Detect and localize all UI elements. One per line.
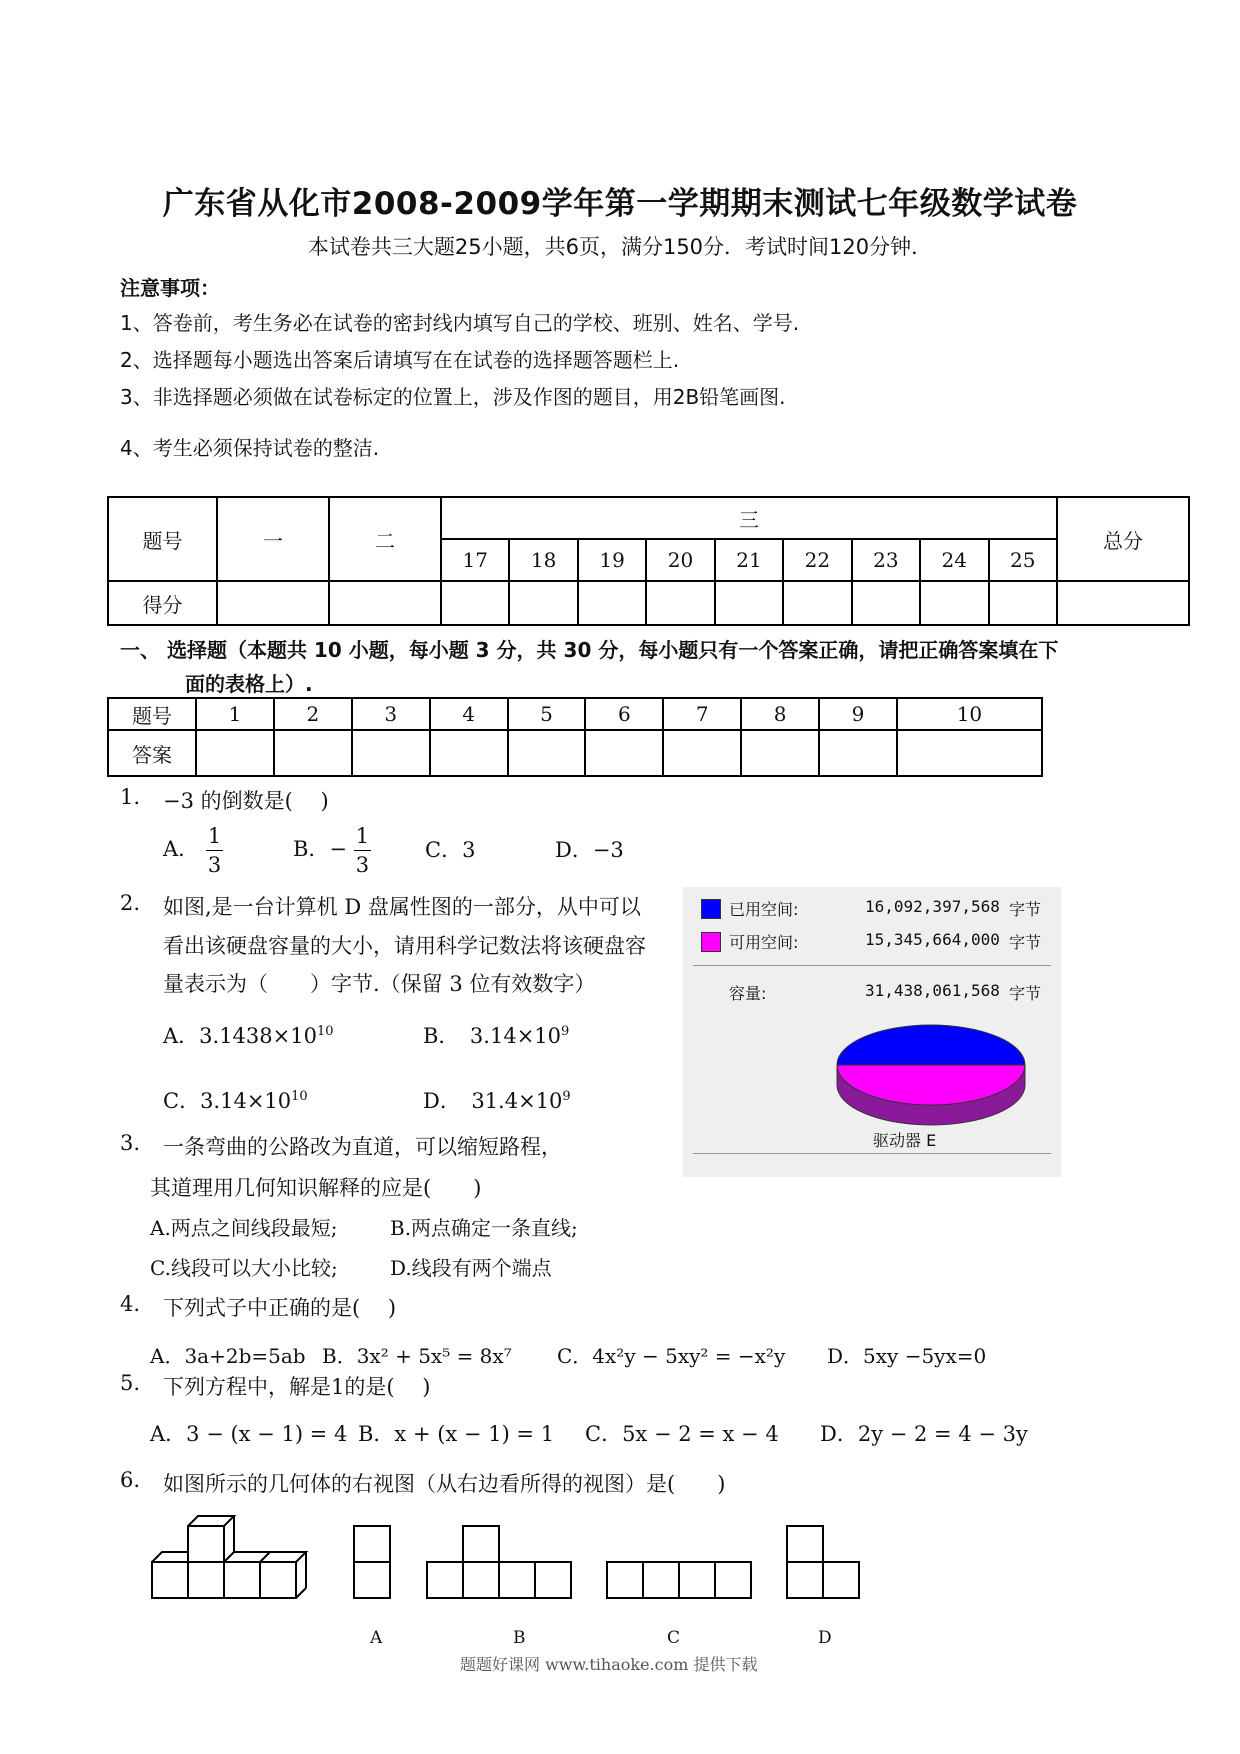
score-cell[interactable]: [989, 581, 1058, 625]
score-sub-24: 24: [920, 539, 988, 581]
disk-used-value: 16,092,397,568: [865, 897, 1000, 916]
q4-number: 4.: [120, 1292, 141, 1316]
score-header-tihao: 题号: [108, 497, 217, 581]
answer-cell[interactable]: [508, 730, 586, 776]
answer-cell[interactable]: [430, 730, 508, 776]
q3-number: 3.: [120, 1131, 141, 1155]
disk-used-label: 已用空间:: [729, 900, 799, 919]
answer-num: 1: [196, 698, 274, 730]
q3-option-c: C.线段可以大小比较;: [150, 1256, 338, 1280]
q4-option-d: D．5xy −5yx=0: [827, 1344, 987, 1368]
q1-b-numerator: 1: [354, 822, 371, 851]
note-item: 1、答卷前，考生务必在试卷的密封线内填写自己的学校、班别、姓名、学号.: [120, 311, 800, 335]
q2-c-base: C．3.14×10: [163, 1089, 292, 1113]
q2-option-c: [163, 1085, 308, 1115]
q2-c-exp: 10: [291, 1089, 308, 1104]
answer-num: 8: [741, 698, 819, 730]
solid-figure: [152, 1516, 306, 1598]
q6-stem: 如图所示的几何体的右视图（从右边看所得的视图）是( ): [163, 1472, 726, 1496]
q5-option-a: A．3 − (x − 1) = 4: [150, 1422, 348, 1446]
option-a-view: [354, 1526, 390, 1598]
score-cell[interactable]: [852, 581, 920, 625]
q3-option-a: A.两点之间线段最短;: [150, 1216, 338, 1240]
score-cell[interactable]: [509, 581, 577, 625]
notes-heading: 注意事项：: [120, 276, 220, 300]
disk-divider: [693, 965, 1051, 966]
answer-cell[interactable]: [819, 730, 897, 776]
section1-heading: [120, 633, 1140, 701]
answer-cell[interactable]: [274, 730, 352, 776]
answer-cell[interactable]: [741, 730, 819, 776]
q6-label-a: A: [370, 1628, 383, 1648]
answer-cell[interactable]: [196, 730, 274, 776]
score-sub-23: 23: [852, 539, 920, 581]
q1-option-b-label: B．−: [293, 837, 348, 861]
score-sub-21: 21: [715, 539, 783, 581]
score-cell[interactable]: [783, 581, 851, 625]
answer-num: 9: [819, 698, 897, 730]
disk-used-unit: 字节: [1009, 900, 1042, 919]
q1-option-b-fraction: [354, 822, 371, 879]
q1-option-b: [293, 822, 371, 879]
q1-a-denominator: 3: [207, 853, 222, 877]
score-cell[interactable]: [1057, 581, 1189, 625]
q1-option-d: D．−3: [555, 838, 624, 862]
q1-option-a-fraction: [206, 822, 223, 879]
q4-option-c: C．4x²y − 5xy² = −x²y: [557, 1344, 786, 1368]
q2-stem-line3: 量表示为（ ）字节.（保留 3 位有效数字）: [163, 972, 596, 996]
score-header-part3: 三: [441, 497, 1057, 539]
score-cell[interactable]: [329, 581, 441, 625]
q5-number: 5.: [120, 1371, 141, 1395]
q1-a-numerator: 1: [206, 822, 223, 851]
page-footer: 题题好课网 www.tihaoke.com 提供下载: [460, 1655, 758, 1674]
answer-cell[interactable]: [585, 730, 663, 776]
q5-stem: 下列方程中，解是1的是( ): [163, 1375, 431, 1399]
q1-option-a-label: A．: [163, 837, 200, 861]
answer-cell[interactable]: [352, 730, 430, 776]
note-item: 4、考生必须保持试卷的整洁.: [120, 436, 380, 460]
section1-heading-line1: 一、 选择题（本题共 10 小题，每小题 3 分，共 30 分，每小题只有一个答案正确，请把正确答案填在下: [120, 638, 1059, 662]
score-sub-19: 19: [578, 539, 646, 581]
free-color-swatch: [701, 932, 721, 952]
answer-num: 5: [508, 698, 586, 730]
score-header-total: 总分: [1057, 497, 1189, 581]
q3-stem-line1: 一条弯曲的公路改为直道，可以缩短路程，: [163, 1135, 562, 1159]
q2-a-exp: 10: [316, 1024, 334, 1039]
answer-num: 7: [663, 698, 741, 730]
q6-label-b: B: [513, 1628, 526, 1648]
answer-cell[interactable]: [663, 730, 741, 776]
q1-stem: −3 的倒数是( ): [163, 789, 329, 813]
option-d-view: [787, 1526, 859, 1598]
score-table: [107, 496, 1190, 626]
answer-num: 2: [274, 698, 352, 730]
answer-num: 6: [585, 698, 663, 730]
q4-option-b: B．3x² + 5x⁵ = 8x⁷: [322, 1344, 512, 1368]
pie-used-slice: [837, 1025, 1025, 1065]
q6-number: 6.: [120, 1468, 141, 1492]
q5-option-d: D．2y − 2 = 4 − 3y: [820, 1422, 1028, 1446]
score-cell[interactable]: [646, 581, 714, 625]
answer-cell[interactable]: [897, 730, 1042, 776]
score-header-part2: 二: [329, 497, 441, 581]
q3-option-b: B.两点确定一条直线;: [390, 1216, 578, 1240]
note-item: 2、选择题每小题选出答案后请填写在在试卷的选择题答题栏上.: [120, 348, 680, 372]
disk-used-row: [683, 895, 1061, 919]
disk-free-row: [683, 928, 1061, 952]
disk-capacity-unit: 字节: [1009, 984, 1042, 1003]
answer-header-daan: 答案: [108, 730, 196, 776]
q2-option-a: [163, 1020, 334, 1050]
q1-number: 1.: [120, 785, 141, 809]
q4-option-a: A．3a+2b=5ab: [150, 1344, 306, 1368]
used-color-swatch: [701, 899, 721, 919]
page-subtitle: 本试卷共三大题25小题，共6页，满分150分．考试时间120分钟．: [307, 235, 933, 259]
score-cell[interactable]: [578, 581, 646, 625]
q5-option-b: B．x + (x − 1) = 1: [358, 1422, 555, 1446]
score-sub-25: 25: [989, 539, 1058, 581]
q2-a-base: A．3.1438×10: [163, 1024, 317, 1048]
q2-b-base: B． 3.14×10: [423, 1024, 562, 1048]
option-c-view: [607, 1562, 751, 1598]
q2-b-exp: 9: [561, 1024, 570, 1039]
q5-option-c: C．5x − 2 = x − 4: [585, 1422, 779, 1446]
score-cell[interactable]: [441, 581, 509, 625]
score-cell[interactable]: [920, 581, 988, 625]
score-cell[interactable]: [715, 581, 783, 625]
answer-num: 4: [430, 698, 508, 730]
q2-stem-line2: 看出该硬盘容量的大小，请用科学记数法将该硬盘容: [163, 934, 646, 958]
q2-d-exp: 9: [562, 1089, 571, 1104]
page-title: 广东省从化市2008-2009学年第一学期期末测试七年级数学试卷: [162, 186, 1078, 222]
q2-stem-line1: 如图,是一台计算机 D 盘属性图的一部分，从中可以: [163, 895, 641, 919]
answer-num: 3: [352, 698, 430, 730]
q3-option-d: D.线段有两个端点: [390, 1256, 552, 1280]
score-cell[interactable]: [217, 581, 329, 625]
answer-table: [107, 697, 1043, 777]
disk-capacity-label: 容量:: [729, 984, 767, 1003]
q2-d-base: D． 31.4×10: [423, 1089, 563, 1113]
q2-option-b: [423, 1020, 569, 1050]
score-sub-17: 17: [441, 539, 509, 581]
disk-capacity-value: 31,438,061,568: [865, 981, 1000, 1000]
q1-b-denominator: 3: [355, 853, 370, 877]
q6-label-c: C: [667, 1628, 681, 1648]
score-sub-18: 18: [509, 539, 577, 581]
q2-option-d: [423, 1085, 571, 1115]
score-sub-20: 20: [646, 539, 714, 581]
disk-drive-label: 驱动器 E: [873, 1131, 937, 1150]
q6-figures: [140, 1510, 880, 1625]
note-item: 3、非选择题必须做在试卷标定的位置上，涉及作图的题目，用2B铅笔画图.: [120, 385, 786, 409]
q6-label-d: D: [818, 1628, 832, 1648]
q1-option-a: [163, 822, 223, 879]
q1-option-c: C．3: [425, 838, 476, 862]
disk-pie-chart: [833, 1017, 1033, 1127]
disk-free-unit: 字节: [1009, 933, 1042, 952]
option-b-view: [427, 1526, 571, 1598]
disk-free-value: 15,345,664,000: [865, 930, 1000, 949]
disk-free-label: 可用空间:: [729, 933, 799, 952]
answer-header-tihao: 题号: [108, 698, 196, 730]
disk-divider-bottom: [693, 1153, 1051, 1154]
score-header-part1: 一: [217, 497, 329, 581]
answer-num: 10: [897, 698, 1042, 730]
score-row-defen: 得分: [108, 581, 217, 625]
score-sub-22: 22: [783, 539, 851, 581]
disk-properties-figure: [683, 887, 1061, 1177]
q3-stem-line2: 其道理用几何知识解释的应是( ): [150, 1176, 482, 1200]
q4-stem: 下列式子中正确的是( ): [163, 1296, 397, 1320]
q2-number: 2.: [120, 891, 141, 915]
disk-capacity-row: [683, 979, 1061, 1003]
section1-heading-line2: 面的表格上）.: [185, 672, 313, 696]
